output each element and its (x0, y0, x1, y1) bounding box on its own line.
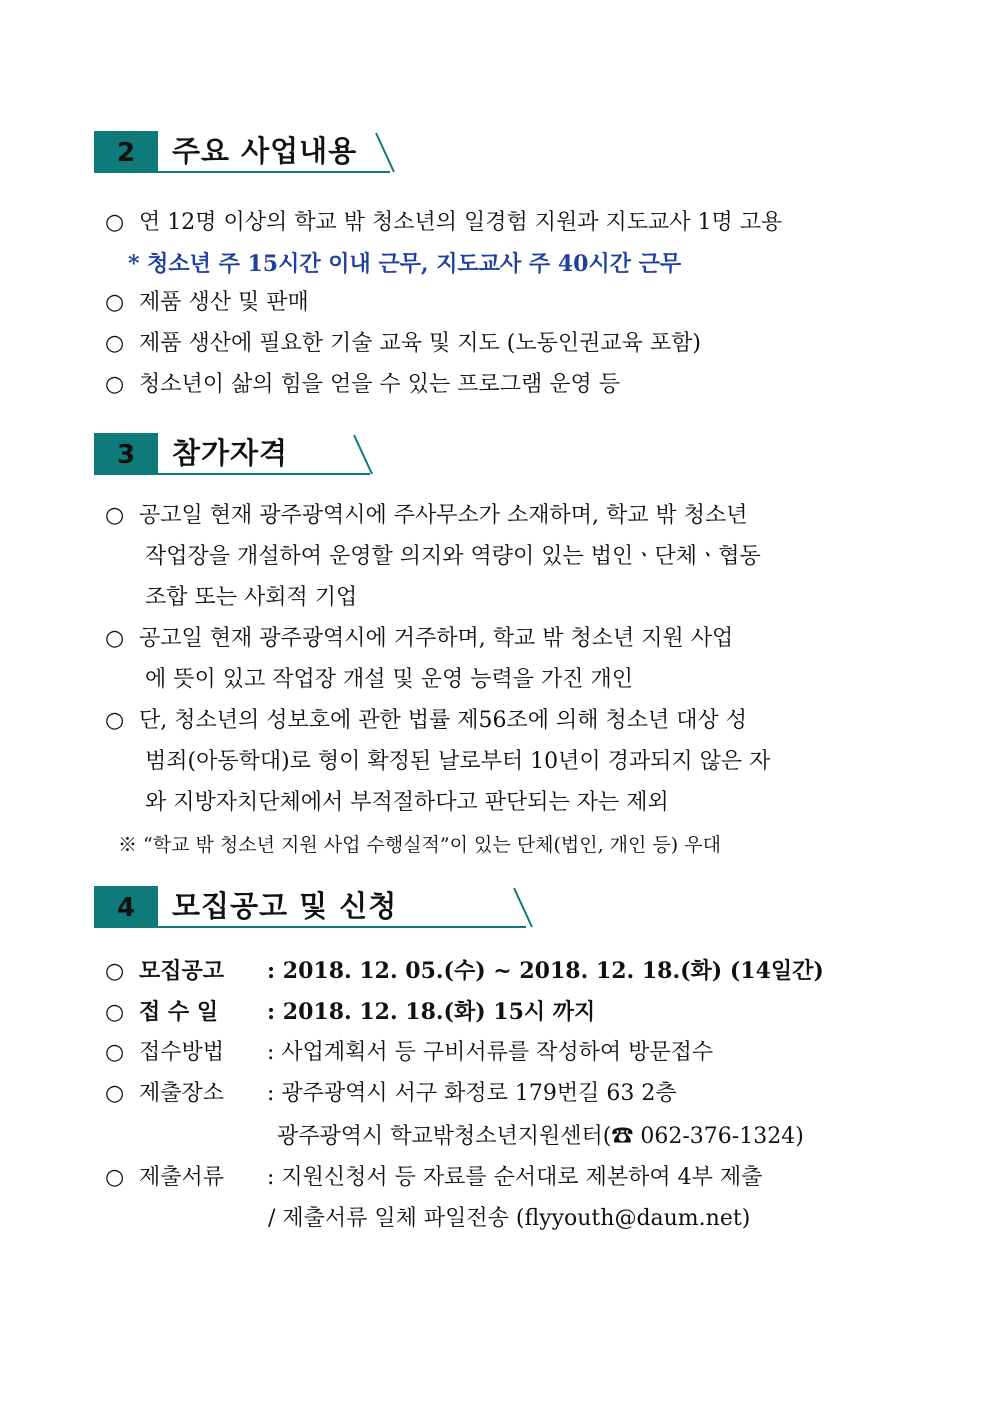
list-item-cont: 와 지방자치단체에서 부적절하다고 판단되는 자는 제외 (145, 790, 669, 815)
section-2-header (94, 131, 404, 173)
info-row: ○ 모집공고 : 2018. 12. 05.(수) ~ 2018. 12. 18.(화) (14일간) (105, 958, 824, 984)
info-row: ○ 접수방법 : 사업계획서 등 구비서류를 작성하여 방문접수 (105, 1040, 714, 1065)
section-slash-decoration (512, 886, 534, 928)
section-3-header (94, 433, 384, 475)
section-slash-decoration (374, 131, 396, 173)
section-title: 참가자격 (172, 436, 289, 470)
list-item: ○ 공고일 현재 광주광역시에 거주하며, 학교 밖 청소년 지원 사업 (105, 626, 734, 651)
list-item-cont: 조합 또는 사회적 기업 (145, 585, 358, 610)
note: ※ “학교 밖 청소년 지원 사업 수행실적”이 있는 단체(법인, 개인 등) 우대 (118, 834, 721, 856)
list-item: ○ 청소년이 삶의 힘을 얻을 수 있는 프로그램 운영 등 (105, 372, 620, 397)
info-row-cont: / 제출서류 일체 파일전송 (flyyouth@daum.net) (268, 1206, 751, 1231)
section-slash-decoration (352, 433, 374, 475)
list-item: ○ 제품 생산 및 판매 (105, 290, 309, 315)
note: * 청소년 주 15시간 이내 근무, 지도교사 주 40시간 근무 (128, 251, 682, 277)
section-underline (158, 926, 526, 928)
section-underline (158, 473, 370, 475)
section-number: 4 (94, 886, 158, 928)
info-row-cont: 광주광역시 학교밖청소년지원센터(☎ 062-376-1324) (277, 1124, 804, 1149)
list-item: ○ 단, 청소년의 성보호에 관한 법률 제56조에 의해 청소년 대상 성 (105, 708, 747, 733)
section-4-header (94, 886, 544, 928)
list-item-cont: 범죄(아동학대)로 형이 확정된 날로부터 10년이 경과되지 않은 자 (145, 749, 771, 774)
section-title: 모집공고 및 신청 (172, 889, 398, 923)
section-underline (158, 171, 390, 173)
section-number: 2 (94, 131, 158, 173)
info-row: ○ 접 수 일 : 2018. 12. 18.(화) 15시 까지 (105, 999, 596, 1025)
info-row: ○ 제출서류 : 지원신청서 등 자료를 순서대로 제본하여 4부 제출 (105, 1165, 763, 1190)
section-title: 주요 사업내용 (172, 134, 358, 168)
info-row: ○ 제출장소 : 광주광역시 서구 화정로 179번길 63 2층 (105, 1081, 677, 1106)
list-item: ○ 공고일 현재 광주광역시에 주사무소가 소재하며, 학교 밖 청소년 (105, 503, 748, 528)
list-item: ○ 제품 생산에 필요한 기술 교육 및 지도 (노동인권교육 포함) (105, 331, 701, 356)
list-item-cont: 에 뜻이 있고 작업장 개설 및 운영 능력을 가진 개인 (145, 667, 633, 692)
section-number: 3 (94, 433, 158, 475)
list-item: ○ 연 12명 이상의 학교 밖 청소년의 일경험 지원과 지도교사 1명 고용 (105, 210, 783, 235)
list-item-cont: 작업장을 개설하여 운영할 의지와 역량이 있는 법인ㆍ단체ㆍ협동 (145, 544, 761, 569)
